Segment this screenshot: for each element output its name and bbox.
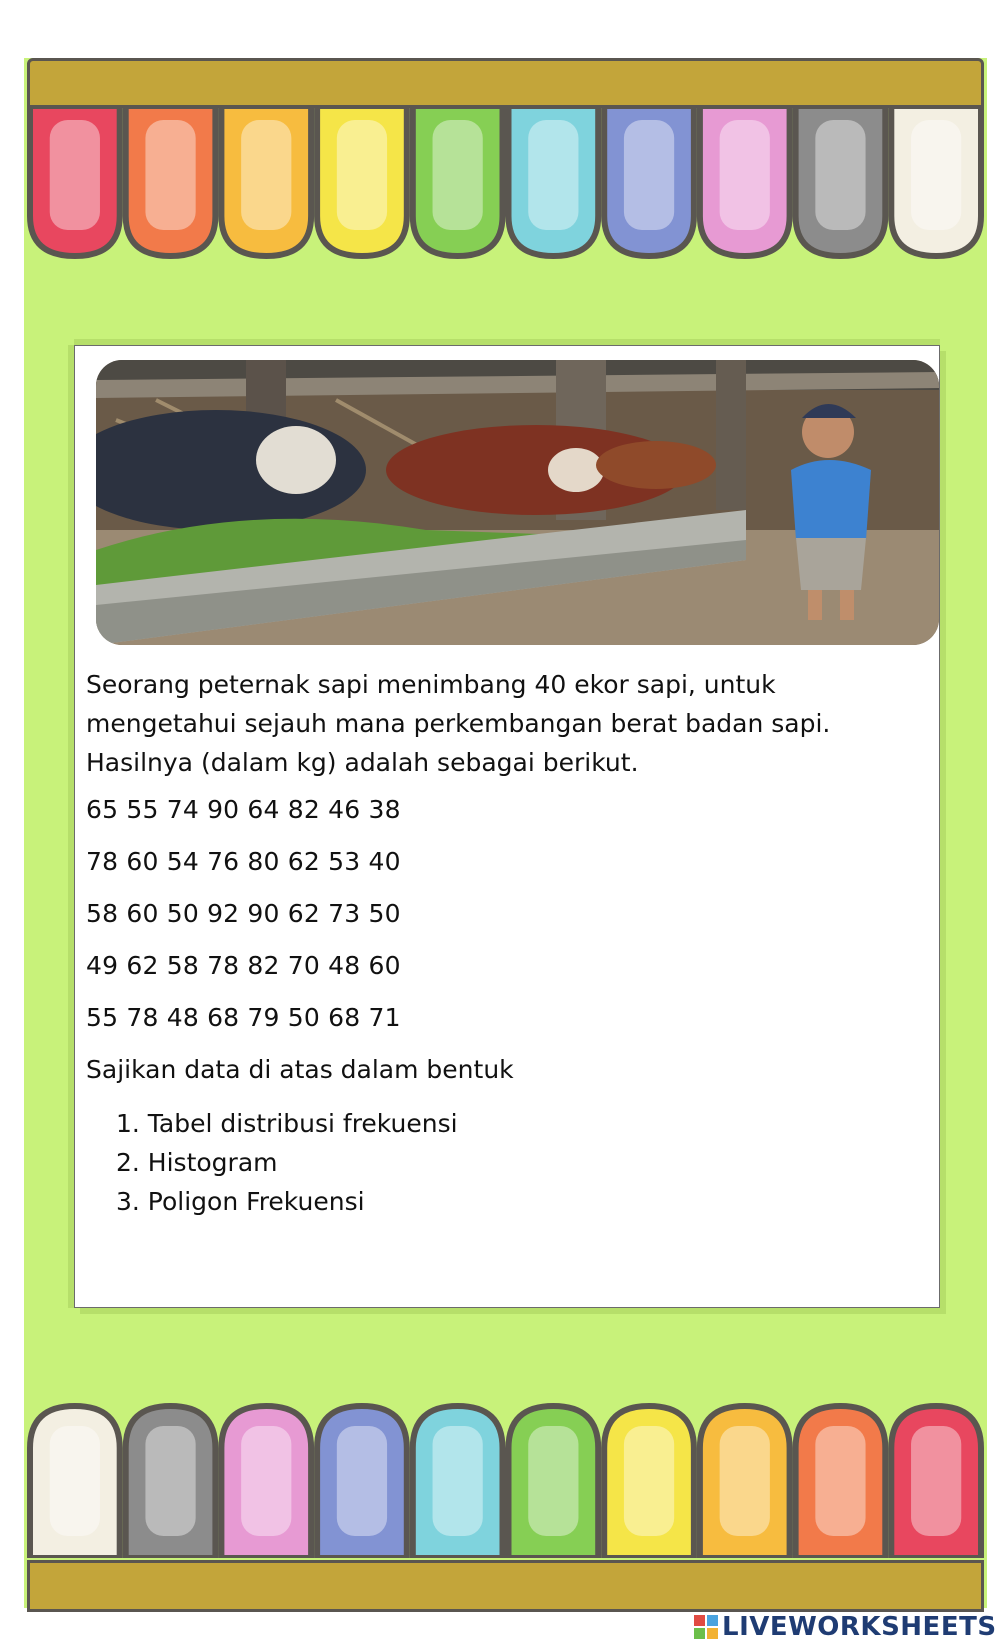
bottom-crayon-border xyxy=(27,1398,984,1558)
crayon-9 xyxy=(796,106,886,256)
data-row: 55 78 48 68 79 50 68 71 xyxy=(86,1003,401,1032)
data-row: 65 55 74 90 64 82 46 38 xyxy=(86,795,401,824)
brand-name: LIVEWORKSHEETS xyxy=(722,1612,997,1642)
liveworksheets-logo xyxy=(694,1609,997,1645)
bottom-decor-bar xyxy=(27,1560,984,1612)
problem-intro: Seorang peternak sapi menimbang 40 ekor sapi, untuk mengetahui sejauh mana perkembangan berat badan sapi. Hasilnya (dalam kg) adalah sebagai berikut. xyxy=(86,670,831,777)
task-item: 1. Tabel distribusi frekuensi xyxy=(116,1109,458,1138)
question-text xyxy=(86,665,916,1221)
crayon-3 xyxy=(221,1406,311,1558)
data-row: 49 62 58 78 82 70 48 60 xyxy=(86,951,401,980)
data-row: 78 60 54 76 80 62 53 40 xyxy=(86,847,401,876)
crayon-3 xyxy=(221,106,311,256)
data-row: 58 60 50 92 90 62 73 50 xyxy=(86,899,401,928)
cattle-farm-photo xyxy=(96,360,939,645)
crayon-9 xyxy=(796,1406,886,1558)
crayon-4 xyxy=(317,1406,407,1558)
crayon-1 xyxy=(30,106,120,256)
crayon-6 xyxy=(509,106,599,256)
crayon-2 xyxy=(126,1406,216,1558)
crayon-8 xyxy=(700,106,790,256)
crayon-2 xyxy=(126,106,216,256)
top-crayon-border xyxy=(27,106,984,266)
crayon-8 xyxy=(700,1406,790,1558)
crayon-5 xyxy=(413,106,503,256)
crayon-6 xyxy=(509,1406,599,1558)
task-prompt: Sajikan data di atas dalam bentuk xyxy=(86,1055,514,1084)
crayon-5 xyxy=(413,1406,503,1558)
crayon-10 xyxy=(891,106,981,256)
crayon-7 xyxy=(604,106,694,256)
crayon-4 xyxy=(317,106,407,256)
task-list xyxy=(86,1104,916,1221)
task-item: 3. Poligon Frekuensi xyxy=(116,1187,365,1216)
brand-logo-icon xyxy=(694,1615,718,1639)
top-decor-bar xyxy=(27,58,984,108)
crayon-1 xyxy=(30,1406,120,1558)
crayon-7 xyxy=(604,1406,694,1558)
task-item: 2. Histogram xyxy=(116,1148,278,1177)
crayon-10 xyxy=(891,1406,981,1558)
